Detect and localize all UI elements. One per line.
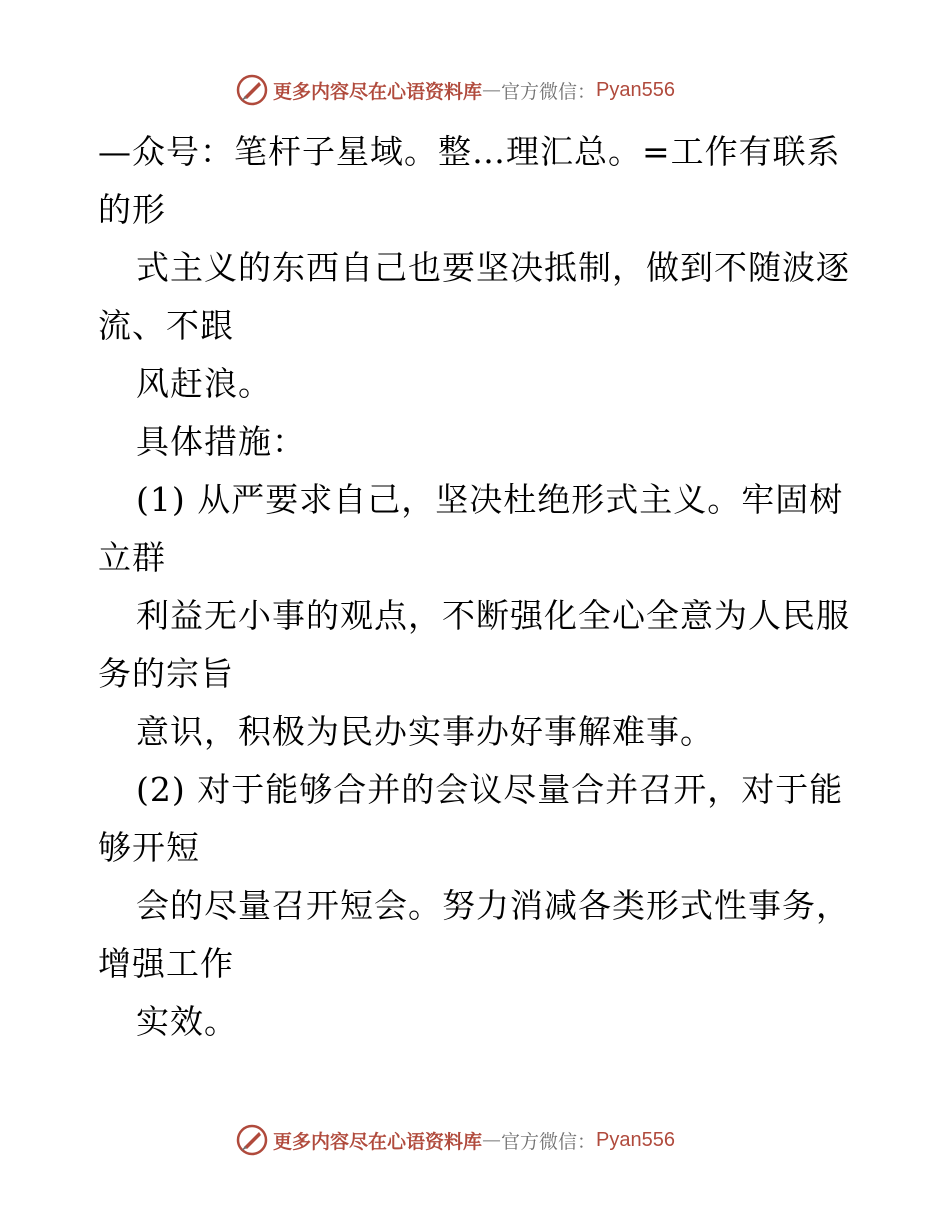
text-line: 会的尽量召开短会。努力消减各类形式性事务，	[136, 886, 850, 925]
text-line: 的形	[98, 190, 166, 229]
quill-logo-icon	[235, 1123, 269, 1157]
watermark-wechat-id: Pyan556	[596, 1128, 675, 1151]
text-line: (1) 从严要求自己，坚决杜绝形式主义。牢固树	[136, 480, 844, 519]
text-line: 实效。	[136, 1002, 238, 1041]
text-line: 务的宗旨	[98, 654, 234, 693]
footer-watermark	[235, 1123, 675, 1157]
document-body	[98, 123, 868, 1051]
text-line: 具体措施：	[136, 422, 306, 461]
text-line: 意识，积极为民办实事办好事解难事。	[136, 712, 714, 751]
watermark-text: 更多内容尽在心语资料库	[273, 80, 483, 103]
text-line: —众号：笔杆子星域。整…理汇总。=工作有联系	[98, 132, 841, 171]
watermark-wechat-label: 官方微信：	[501, 80, 597, 103]
text-line: 式主义的东西自己也要坚决抵制，做到不随波逐	[136, 248, 850, 287]
quill-logo-icon	[235, 73, 269, 107]
text-line: 流、不跟	[98, 306, 234, 345]
text-line: 风赶浪。	[136, 364, 272, 403]
watermark-text: 更多内容尽在心语资料库	[273, 1130, 483, 1153]
text-line: 够开短	[98, 828, 200, 867]
header-watermark	[235, 73, 675, 107]
text-line: (2) 对于能够合并的会议尽量合并召开，对于能	[136, 770, 844, 809]
text-line: 立群	[98, 538, 166, 577]
text-line: 利益无小事的观点，不断强化全心全意为人民服	[136, 596, 850, 635]
text-line: 增强工作	[98, 944, 234, 983]
watermark-dash: —	[482, 1129, 502, 1151]
watermark-wechat-label: 官方微信：	[501, 1130, 597, 1153]
watermark-wechat-id: Pyan556	[596, 78, 675, 101]
watermark-dash: —	[482, 79, 502, 101]
